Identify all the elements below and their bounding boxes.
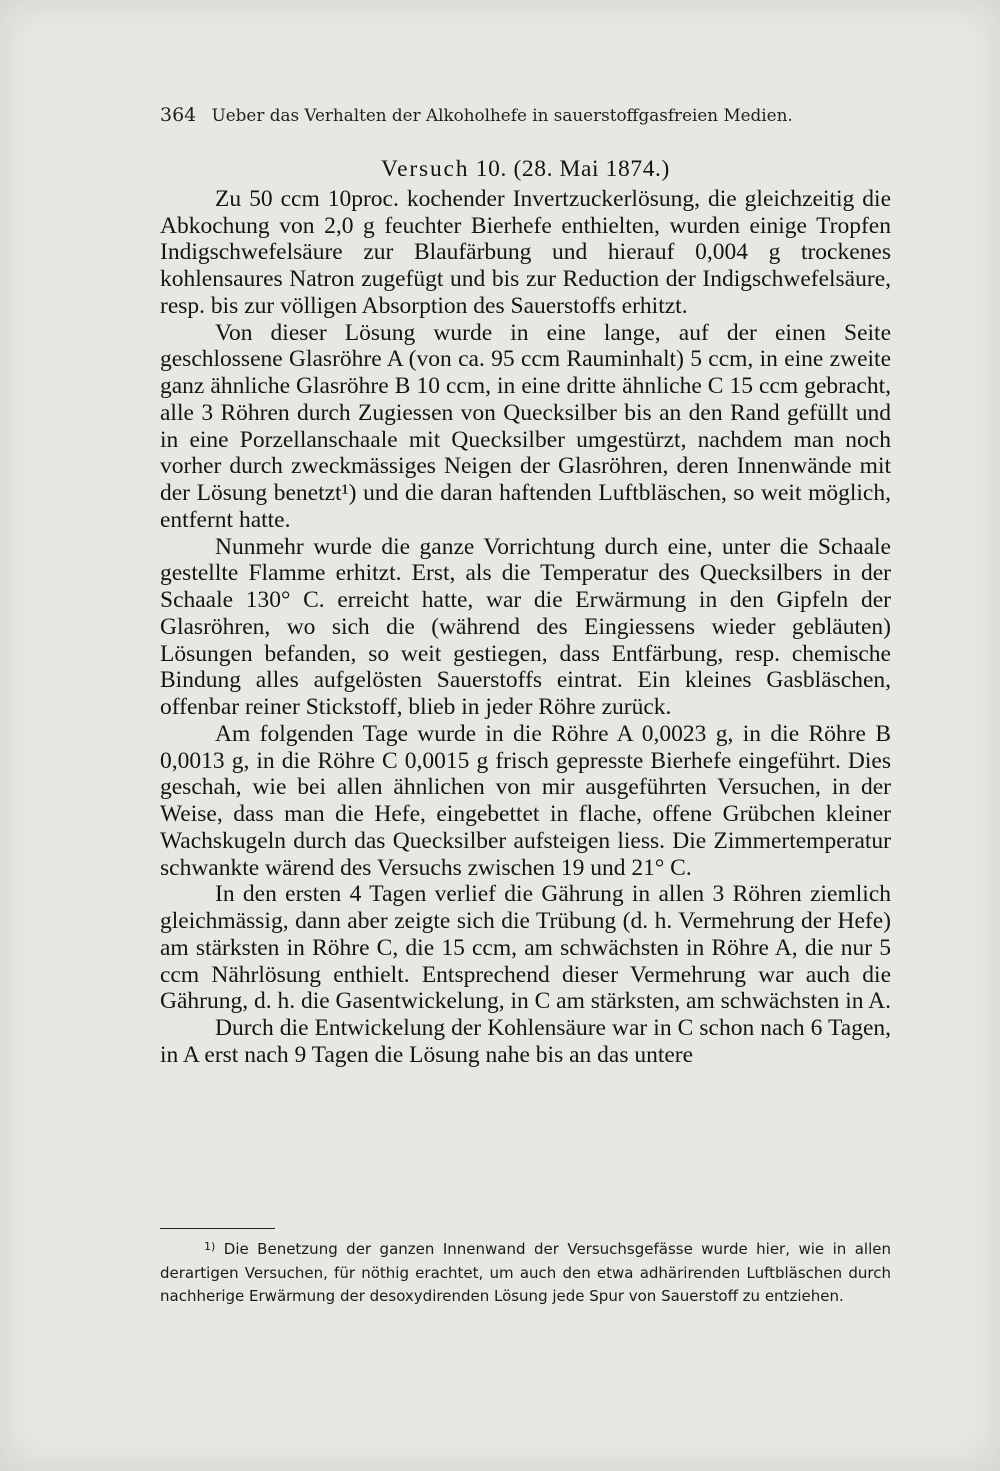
paragraph-3: Nunmehr wurde die ganze Vorrichtung durch eine, unter die Schaale gestellte Flamme erhitzt. Erst, als die Temperatur des Quecksilbers in der Schaale 130° C. erreicht hatte, war die Erwärmung in den Gipfeln der Glasröhren, wo sich die (während des Eingiessens wieder gebläuten) Lösungen befanden, so weit gestiegen, dass Entfärbung, resp. chemische Bindung alles aufgelösten Sauerstoffs eintrat. Ein kleines Gasbläschen, offenbar reiner Stickstoff, blieb in jeder Röhre zurück. [160,533,891,720]
footnote-marker: 1) [204,1240,216,1253]
paragraph-1: Zu 50 ccm 10proc. kochender Invertzuckerlösung, die gleichzeitig die Abkochung von 2,0 g feuchter Bierhefe enthielten, wurden einige Tropfen Indigschwefelsäure zur Blaufärbung und hierauf 0,004 g trockenes kohlensaures Natron zugefügt und bis zur Reduction der Indigschwefelsäure, resp. bis zur völligen Absorption des Sauerstoffs erhitzt. [160,185,891,319]
paragraph-6: Durch die Entwickelung der Kohlensäure war in C schon nach 6 Tagen, in A erst nach 9 Tagen die Lösung nahe bis an das untere [160,1015,891,1068]
experiment-heading [160,156,891,183]
running-head [160,104,860,126]
paragraph-2: Von dieser Lösung wurde in eine lange, auf der einen Seite geschlossene Glasröhre A (von ca. 95 ccm Rauminhalt) 5 ccm, in eine zweite ganz ähnliche Glasröhre B 10 ccm, in eine dritte ähnliche C 15 ccm gebracht, alle 3 Röhren durch Zugiessen von Quecksilber bis an den Rand gefüllt und in eine Porzellanschaale mit Quecksilber umgestürzt, nachdem man noch vorher durch zweckmässiges Neigen der Glasröhren, deren Innenwände mit der Lösung benetzt¹) und die daran haftenden Luftbläschen, so weit möglich, entfernt hatte. [160,319,891,533]
footnote-rule [160,1228,275,1229]
running-title: Ueber das Verhalten der Alkoholhefe in sauerstoffgasfreien Medien. [211,105,793,125]
footnote [160,1235,891,1309]
paragraph-5: In den ersten 4 Tagen verlief die Gährung in allen 3 Röhren ziemlich gleichmässig, dann aber zeigte sich die Trübung (d. h. Vermehrung der Hefe) am stärksten in Röhre C, die 15 ccm, am schwächsten in Röhre A, die nur 5 ccm Nährlösung enthielt. Entsprechend dieser Vermehrung war auch die Gährung, d. h. die Gasentwickelung, in C am stärksten, am schwächsten in A. [160,881,891,1015]
experiment-heading-prefix: Versuch [381,156,470,182]
experiment-heading-rest: 10. (28. Mai 1874.) [469,156,670,182]
page-number: 364 [160,104,197,126]
paragraph-4: Am folgenden Tage wurde in die Röhre A 0,0023 g, in die Röhre B 0,0013 g, in die Röhre C 0,0015 g frisch gepresste Bierhefe eingeführt. Dies geschah, wie bei allen ähnlichen von mir ausgeführten Versuchen, in der Weise, dass man die Hefe, eingebettet in flache, offene Grübchen kleiner Wachskugeln durch das Quecksilber aufsteigen liess. Die Zimmertemperatur schwankte wärend des Versuchs zwischen 19 und 21° C. [160,720,891,881]
footnote-text: Die Benetzung der ganzen Innenwand der Versuchsgefässe wurde hier, wie in allen derartigen Versuchen, für nöthig erachtet, um auch den etwa adhärirenden Luftbläschen durch nachherige Erwärmung der desoxydirenden Lösung jede Spur von Sauerstoff zu entziehen. [160,1240,891,1305]
body-text [160,156,891,1069]
